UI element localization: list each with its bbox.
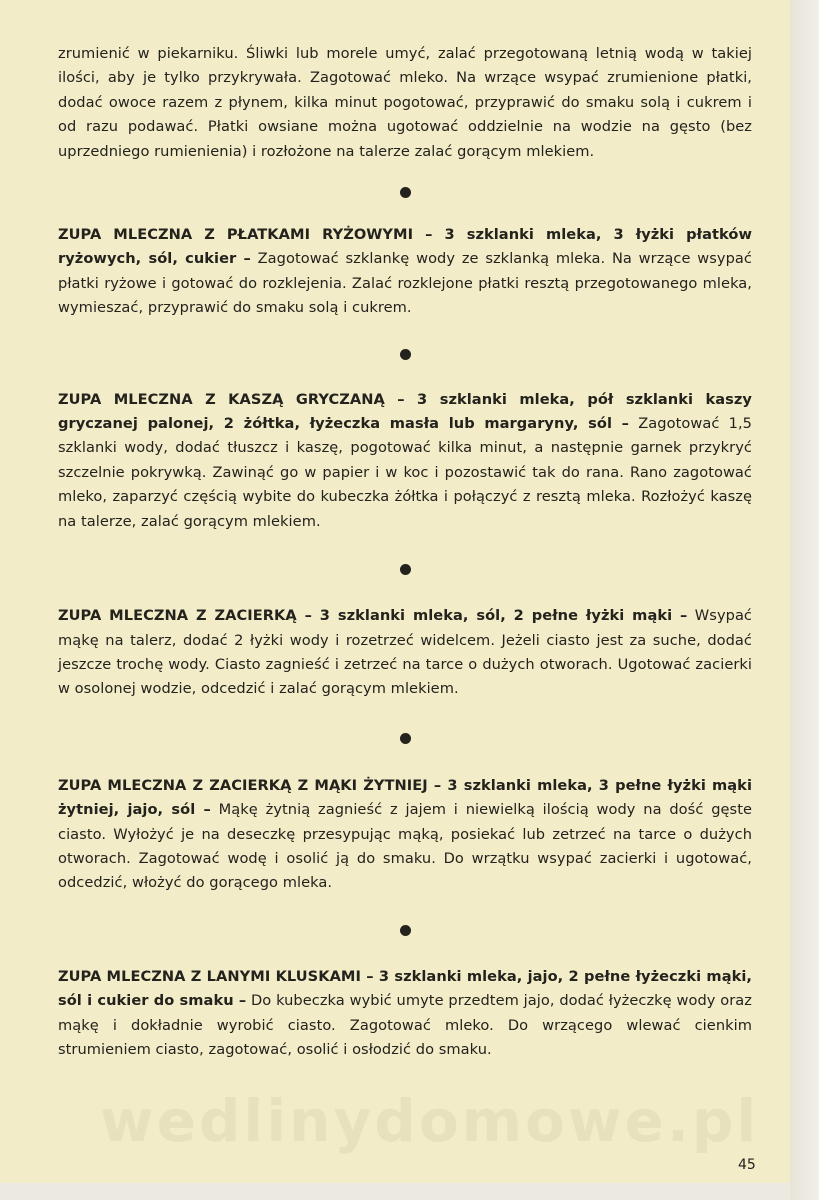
recipe-title: ZUPA MLECZNA Z ZACIERKĄ – 3 szklanki mleka, sól, 2 pełne łyżki mąki – [58,607,688,625]
page-number: 45 [738,1157,756,1173]
section-bullet [400,349,411,360]
recipe-rye-zacierka [58,774,752,896]
watermark: wedlinydomowe.pl [100,1087,760,1155]
recipe-body: Mąkę żytnią zagnieść z jajem i niewielką ilością wody na dość gęste ciasto. Wyłożyć je na deseczkę przesypując mąką, posiekać lub zetrzeć na tarce o dużych otworach. Zagotować wodę i osolić ją do smaku. Do wrzątku wsypać zacierki i ugotować, odcedzić, włożyć do gorącego mleka. [58,801,752,892]
section-bullet [400,187,411,198]
recipe-body: Do kubeczka wybić umyte przedtem jajo, dodać łyżeczkę wody oraz mąkę i dokładnie wyrobić ciasto. Zagotować mleko. Do wrzącego wlewać cienkim strumieniem ciasto, zagotować, osolić i osłodzić do smaku. [58,992,752,1058]
section-bullet [400,733,411,744]
recipe-buckwheat [58,388,752,534]
recipe-title: ZUPA MLECZNA Z PŁATKAMI RYŻOWYMI – 3 szklanki mleka, 3 łyżki płatków ryżowych, sól, cukier – [58,226,752,268]
recipe-poured-dumplings [58,965,752,1063]
recipe-body: Zagotować szklankę wody ze szklanką mleka. Na wrzące wsypać płatki ryżowe i gotować do rozklejenia. Zalać rozklejone płatki resztą przegotowanego mleka, wymieszać, przyprawić do smaku solą i cukrem. [58,250,752,317]
recipe-zacierka [58,604,752,702]
page-content [58,42,752,1062]
scan-margin-bottom [0,1183,790,1200]
section-bullet [400,564,411,575]
recipe-title: ZUPA MLECZNA Z LANYMI KLUSKAMI – 3 szklanki mleka, jajo, 2 pełne łyżeczki mąki, sól i cukier do smaku – [58,967,752,1010]
section-bullet [400,925,411,936]
recipe-rice-flakes [58,223,752,321]
intro-paragraph: zrumienić w piekarniku. Śliwki lub morele umyć, zalać przegotowaną letnią wodą w takiej ilości, aby je tylko przykrywała. Zagotować mleko. Na wrzące wsypać zrumienione płatki, dodać owoce razem z płynem, kilka minut pogotować, przyprawić do smaku solą i cukrem i od razu podawać. Płatki owsiane można ugotować oddzielnie na wodzie na gęsto (bez uprzedniego rumienienia) i rozłożone na talerze zalać gorącym mlekiem. [58,45,752,160]
recipe-body: Wsypać mąkę na talerz, dodać 2 łyżki wody i rozetrzeć widelcem. Jeżeli ciasto jest za suche, dodać jeszcze trochę wody. Ciasto zagnieść i zetrzeć na tarce o dużych otworach. Ugotować zacierki w osolonej wodzie, odcedzić i zalać gorącym mlekiem. [58,607,753,698]
scan-margin-right [790,0,819,1200]
recipe-body: Zagotować 1,5 szklanki wody, dodać tłuszcz i kaszę, pogotować kilka minut, a następnie garnek przykryć szczelnie pokrywką. Zawinąć go w papier i w koc i pozostawić tak do rana. Rano zagotować mleko, zaparzyć częścią wybite do kubeczka żółtka i połączyć z resztą mleka. Rozłożyć kaszę na talerze, zalać gorącym mlekiem. [58,415,752,530]
recipe-title: ZUPA MLECZNA Z KASZĄ GRYCZANĄ – 3 szklanki mleka, pół szklanki kaszy gryczanej palonej, 2 żółtka, łyżeczka masła lub margaryny, sól – [58,390,752,433]
recipe-title: ZUPA MLECZNA Z ZACIERKĄ Z MĄKI ŻYTNIEJ – 3 szklanki mleka, 3 pełne łyżki mąki żytniej, jajo, sól – [58,776,752,819]
